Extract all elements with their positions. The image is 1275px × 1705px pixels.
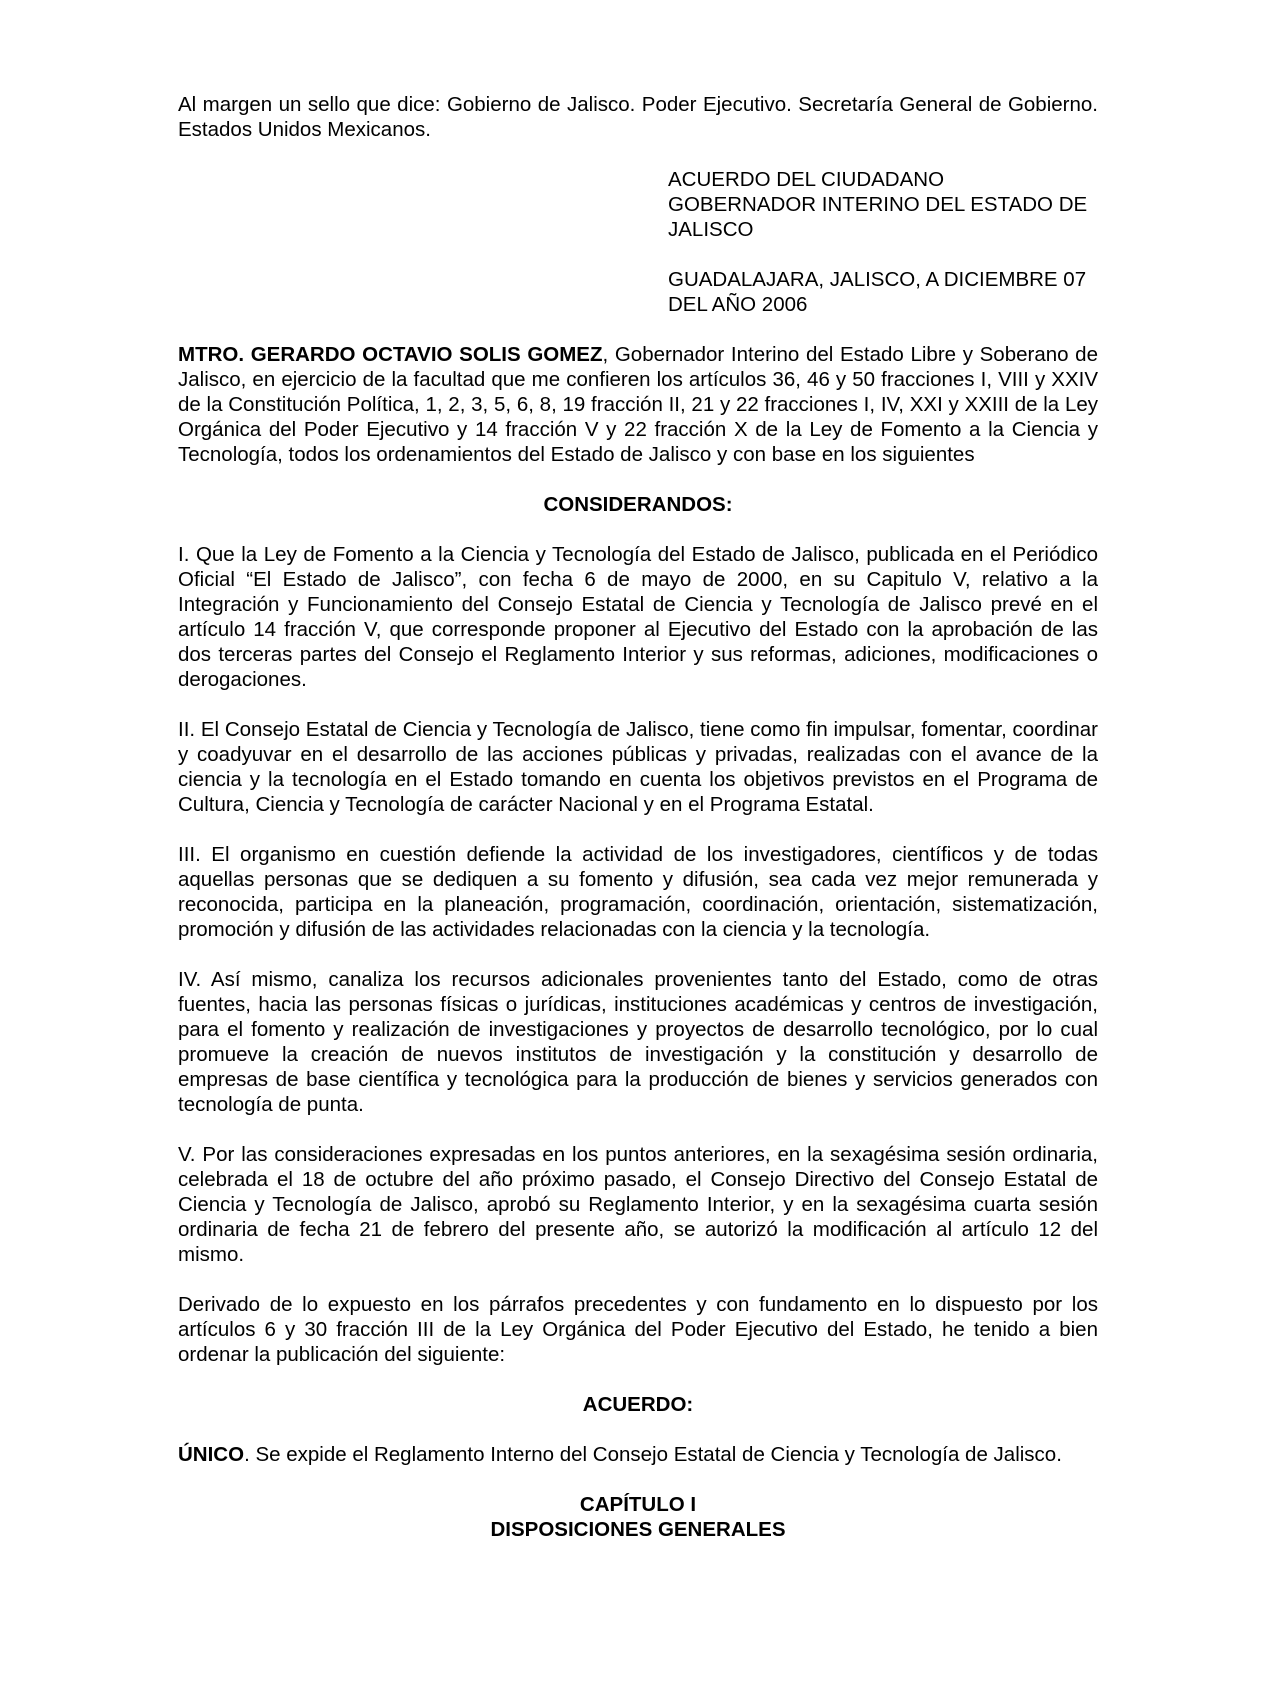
intro-paragraph — [178, 342, 1098, 467]
intro-text: , Gobernador Interino del Estado Libre y Soberano de Jalisco, en ejercicio de la facultad que me confieren los artículos 36, 46 y 50 fracciones I, VIII y XXIV de la Constitución Política, 1, 2, 3, 5, 6, 8, 19 fracción II, 21 y 22 fracciones I, IV, XXI y XXIII de la Ley Orgánica del Poder Ejecutivo y 14 fracción V y 22 fracción X de la Ley de Fomento a la Ciencia y Tecnología, todos los ordenamientos del Estado de Jalisco y con base en los siguientes — [178, 343, 1098, 466]
acuerdo-heading: ACUERDO: — [582, 1393, 694, 1416]
date-line-2: DEL AÑO 2006 — [668, 293, 808, 316]
chapter-title: CAPÍTULO I — [579, 1493, 697, 1516]
considerando-5: V. Por las consideraciones expresadas en los puntos anteriores, en la sexagésima sesión ordinaria, celebrada el 18 de octubre del año próximo pasado, el Consejo Directivo del Consejo Estatal de Ciencia y Tecnología de Jalisco, aprobó su Reglamento Interior, y en la sexagésima cuarta sesión ordinaria de fecha 21 de febrero del presente año, se autorizó la modificación al artículo 12 del mismo. — [178, 1143, 1098, 1266]
header-line-1: ACUERDO DEL CIUDADANO — [668, 168, 945, 191]
considerando-4: IV. Así mismo, canaliza los recursos adicionales provenientes tanto del Estado, como de otras fuentes, hacia las personas físicas o jurídicas, instituciones académicas y centros de investigación, para el fomento y realización de investigaciones y proyectos de desarrollo tecnológico, por lo cual promueve la creación de nuevos institutos de investigación y la constitución y desarrollo de empresas de base científica y tecnológica para la producción de bienes y servicios generados con tecnología de punta. — [178, 968, 1098, 1116]
header-line-2: GOBERNADOR INTERINO DEL ESTADO DE — [668, 193, 1088, 216]
considerando-1: I. Que la Ley de Fomento a la Ciencia y Tecnología del Estado de Jalisco, publicada en el Periódico Oficial “El Estado de Jalisco”, con fecha 6 de mayo de 2000, en su Capitulo V, relativo a la Integración y Funcionamiento del Consejo Estatal de Ciencia y Tecnología de Jalisco prevé en el artículo 14 fracción V, que corresponde proponer al Ejecutivo del Estado con la aprobación de las dos terceras partes del Consejo el Reglamento Interior y sus reformas, adiciones, modificaciones o derogaciones. — [178, 543, 1098, 691]
unico-text: . Se expide el Reglamento Interno del Consejo Estatal de Ciencia y Tecnología de Jalisco. — [244, 1443, 1062, 1466]
stamp-note: Al margen un sello que dice: Gobierno de Jalisco. Poder Ejecutivo. Secretaría General de Gobierno. Estados Unidos Mexicanos. — [178, 93, 1098, 141]
agreement-header — [668, 167, 1098, 317]
considerandos-heading: CONSIDERANDOS: — [543, 493, 733, 516]
header-line-3: JALISCO — [668, 218, 754, 241]
city-date — [668, 267, 1098, 317]
unico-paragraph — [178, 1442, 1098, 1467]
date-line-1: GUADALAJARA, JALISCO, A DICIEMBRE 07 — [668, 268, 1087, 291]
considerando-2: II. El Consejo Estatal de Ciencia y Tecnología de Jalisco, tiene como fin impulsar, fomentar, coordinar y coadyuvar en el desarrollo de las acciones públicas y privadas, realizadas con el avance de la ciencia y la tecnología en el Estado tomando en cuenta los objetivos previstos en el Programa de Cultura, Ciencia y Tecnología de carácter Nacional y en el Programa Estatal. — [178, 718, 1098, 816]
governor-name: MTRO. GERARDO OCTAVIO SOLIS GOMEZ — [178, 343, 603, 366]
chapter-heading — [178, 1492, 1098, 1542]
document-body — [178, 92, 1098, 1542]
considerando-3: III. El organismo en cuestión defiende la actividad de los investigadores, científicos y de todas aquellas personas que se dediquen a su fomento y difusión, sea cada vez mejor remunerada y reconocida, participa en la planeación, programación, coordinación, orientación, sistematización, promoción y difusión de las actividades relacionadas con la ciencia y la tecnología. — [178, 843, 1098, 941]
unico-label: ÚNICO — [178, 1443, 245, 1466]
derivation-paragraph: Derivado de lo expuesto en los párrafos precedentes y con fundamento en lo dispuesto por los artículos 6 y 30 fracción III de la Ley Orgánica del Poder Ejecutivo del Estado, he tenido a bien ordenar la publicación del siguiente: — [178, 1293, 1098, 1366]
chapter-subtitle: DISPOSICIONES GENERALES — [490, 1518, 786, 1541]
